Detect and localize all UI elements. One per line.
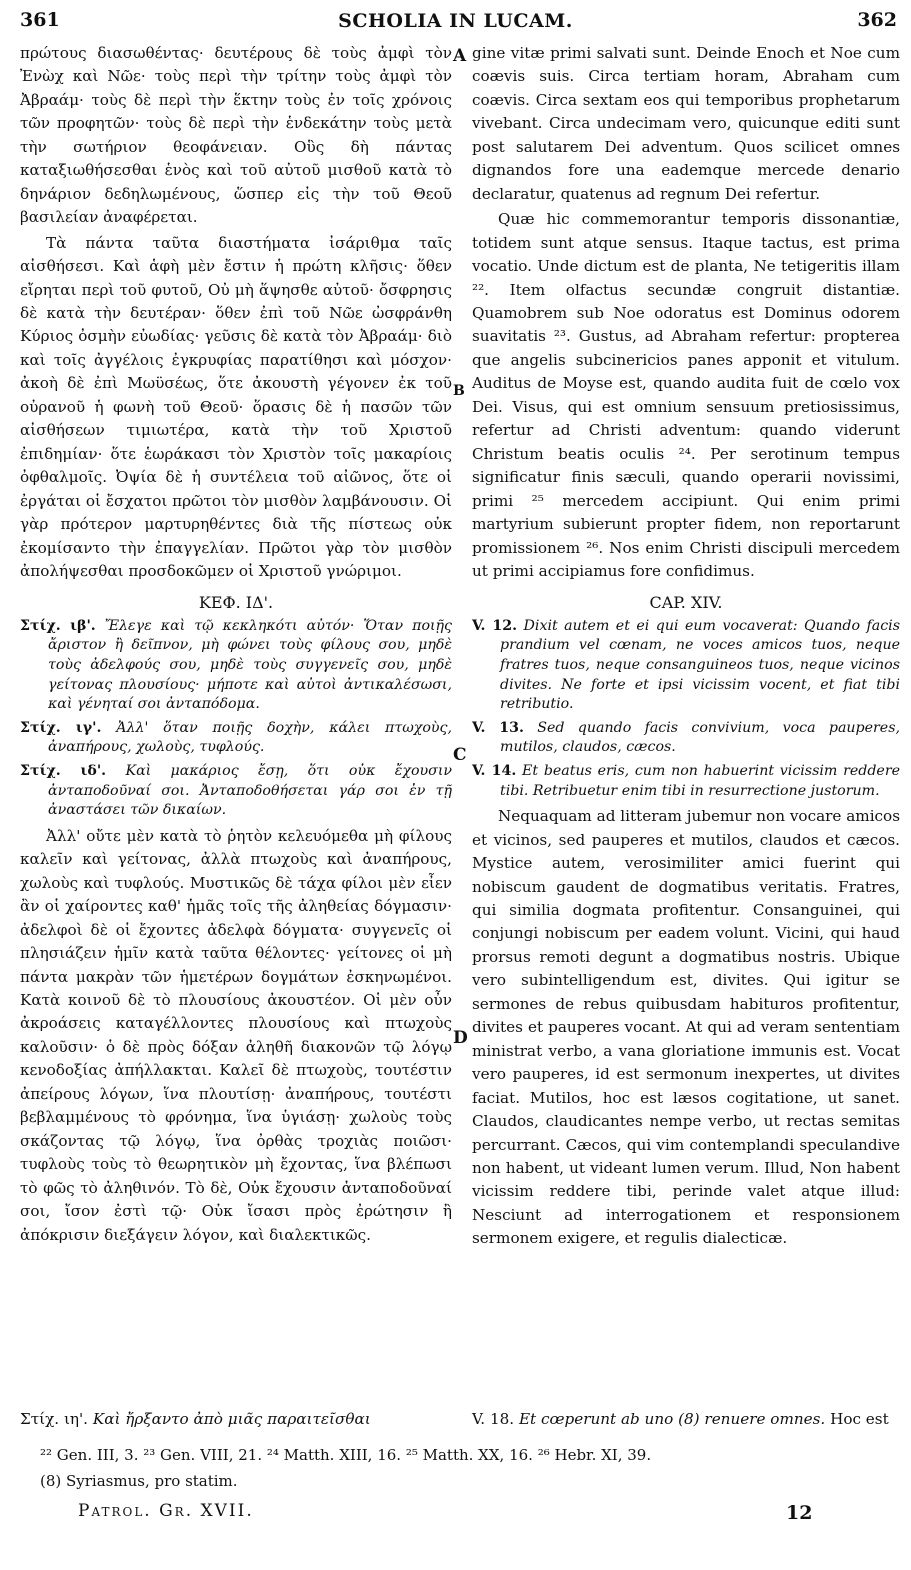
left-page-number: 361	[20, 9, 60, 31]
latin-paragraph-2: Quæ hic commemorantur temporis dissonantiæ, totidem sunt atque sensus. Itaque tactus, est prima vocatio. Unde dictum est de planta, Ne tetigeritis illam ²². Item olfactus secundæ congruit distantiæ. Quamobrem sub Noe odoratus est Dominus odorem suavitatis ²³. Gustus, ad Abraham refertur: propterea que angelis subcinericios panes apponit et vitulum. Auditus de Moyse est, quando audita fuit de cœlo vox Dei. Visus, qui est omnium sensuum pretiosissimus, refertur ad Christi adventum: quando viderunt Christum beatis oculis ²⁴. Per serotinum tempus significatur finis sæculi, quando operarii novissimi, primi ²⁵ mercedem accipiunt. Qui enim primi martyrium subierunt propter fidem, non reportarunt promissionem ²⁶. Nos enim Christi discipuli mercedem ut primi accipiamus fore confidimus.	[472, 210, 900, 580]
latin-verse-14-text: Et beatus eris, cum non habuerint vicissim reddere tibi. Retribuetur enim tibi in resurrectione justorum.	[500, 763, 900, 799]
margin-marker-d: D	[453, 1028, 468, 1048]
greek-verse-13	[20, 719, 452, 758]
margin-marker-c: C	[453, 745, 467, 765]
greek-paragraph-2: Τὰ πάντα ταῦτα διαστήματα ἰσάριθμα ταῖς αἰσθήσεσι. Καὶ ἁφὴ μὲν ἔστιν ἡ πρώτη κλῆσις· ὅθεν εἴρηται περὶ τοῦ φυτοῦ, Οὐ μὴ ἅψησθε αὐτοῦ· ὄσφρησις δὲ κατὰ τὴν δευτέραν· ὅθεν ἐπὶ τοῦ Νῶε ὠσφράνθη Κύριος ὀσμὴν εὐωδίας· γεῦσις δὲ κατὰ τὸν Ἀβραάμ· διὸ καὶ τοῖς ἀγγέλοις ἐγκρυφίας παρατίθησι καὶ μόσχον· ἀκοὴ δὲ ἐπὶ Μωϋσέως, ὅτε ἀκουστὴ γέγονεν ἐκ τοῦ οὐρανοῦ ἡ φωνὴ τοῦ Θεοῦ· ὅρασις δὲ ἡ πασῶν τῶν αἰσθήσεων τιμιωτέρα, κατὰ τὴν τοῦ Χριστοῦ ἐπιδημίαν· ὅτε ἑωράκασι τὸν Χριστὸν τοῖς μακαρίοις ὀφθαλμοῖς. Ὀψία δὲ ἡ συντέλεια τοῦ αἰῶνος, ὅτε οἱ ἐργάται οἱ ἔσχατοι πρῶτοι τὸν μισθὸν λαμβάνουσιν. Οἱ γὰρ πρότερον μαρτυρηθέντες διὰ τῆς πίστεως οὐκ ἐκομίσαντο τὴν ἐπαγγελίαν. Πρῶτοι γὰρ τὸν μισθὸν ἀπολήψεσθαι προσδοκῶμεν οἱ Χριστοῦ γνώριμοι.	[20, 233, 452, 580]
greek-verse-12	[20, 617, 452, 715]
latin-verse-12-label: V. 12.	[472, 617, 518, 634]
note-8: (8) Syriasmus, pro statim.	[40, 1472, 238, 1490]
greek-verse-12-text: Ἔλεγε καὶ τῷ κεκληκότι αὐτόν· Ὅταν ποιῇς ἄριστον ἢ δεῖπνον, μὴ φώνει τοὺς φίλους σου, μηδὲ τοὺς ἀδελφούς σου, μηδὲ τοὺς συγγενεῖς σου, μηδὲ γείτονας πλουσίους· μήποτε καὶ αὐτοὶ ἀντικαλέσωσι, καὶ γένηταί σοι ἀνταπόδομα.	[48, 617, 452, 713]
greek-verse-18-text: Καὶ ἤρξαντο ἀπὸ μιᾶς παραιτεῖσθαι	[92, 1410, 371, 1428]
latin-verse-12-text: Dixit autem et ei qui eum vocaverat: Quando facis prandium vel cœnam, ne voces amicos tuos, neque fratres tuos, neque consanguineos tuos, neque vicinos divites. Ne forte et ipsi vicissim vocent, et fiat tibi retributio.	[500, 617, 900, 713]
latin-column	[472, 42, 900, 1251]
greek-verse-13-text: Ἀλλ' ὅταν ποιῇς δοχὴν, κάλει πτωχοὺς, ἀναπήρους, χωλοὺς, τυφλούς.	[48, 719, 453, 756]
latin-verse-13-text: Sed quando facis convivium, voca pauperes, mutilos, claudos, cæcos.	[500, 719, 900, 756]
greek-verse-14	[20, 762, 452, 821]
latin-paragraph-3: Nequaquam ad litteram jubemur non vocare amicos et vicinos, sed pauperes et mutilos, claudos et cæcos. Mystice autem, verosimiliter amici fuerint qui nobiscum gaudent de dogmatibus veritatis. Fratres, qui similia dogmata profitentur. Consanguinei, qui conjungi nobiscum per eadem volunt. Vicini, qui haud prorsus remoti degunt a dogmatibus nostris. Ubique vero subintelligendum est, divites. Qui igitur se sermones de rebus quibusdam habituros profitentur, divites et pauperes vocant. At qui ad veram sententiam ministrat verbo, a vana gloriatione immunis est. Vocat vero pauperes, id est sermonum inexpertes, ut divites faciat. Mutilos, hoc est læsos cogitatione, ut sanet. Claudos, claudicantes nempe verbo, ut rectas semitas percurrant. Cæcos, qui vim contemplandi speculandive non habent, ut videant lumen verum. Illud, Non habent vicissim reddere tibi, perinde valet atque illud: Nesciunt ad interrogationem et responsionem sermonem exigere, et regulis dialecticæ.	[472, 807, 900, 1248]
page-header	[0, 0, 911, 40]
running-title: SCHOLIA IN LUCAM.	[338, 10, 573, 32]
latin-verse-13	[472, 719, 900, 758]
latin-verse-13-label: V. 13.	[472, 719, 524, 736]
latin-chapter-heading: CAP. XIV.	[649, 593, 723, 613]
footnotes: ²² Gen. III, 3. ²³ Gen. VIII, 21. ²⁴ Matth. XIII, 16. ²⁵ Matth. XX, 16. ²⁶ Hebr. XI, 39.	[40, 1446, 652, 1464]
patrology-volume: Patrol. Gr. XVII.	[78, 1501, 254, 1521]
latin-verse-18-label: V. 18.	[472, 1410, 515, 1428]
greek-verse-12-label: Στίχ. ιβ'.	[20, 617, 96, 634]
latin-verse-12	[472, 617, 900, 715]
margin-marker-b: B	[453, 383, 465, 399]
greek-verse-14-label: Στίχ. ιδ'.	[20, 763, 107, 780]
signature-mark: 12	[786, 1502, 813, 1524]
right-page-number: 362	[857, 9, 897, 31]
latin-verse-18	[472, 1408, 900, 1430]
latin-paragraph-1: gine vitæ primi salvati sunt. Deinde Enoch et Noe cum coævis suis. Circa tertiam horam, Abraham cum coævis. Circa sextam eos qui temporibus prophetarum vivebant. Circa undecimam vero, quicunque editi sunt post salutarem Dei adventum. Quos scilicet omnes dignandos fore una eademque mercede denario declaratur, quatenus ad regnum Dei refertur.	[472, 44, 900, 203]
greek-column	[20, 42, 452, 1247]
latin-verse-18-tail: Hoc est	[830, 1410, 889, 1428]
latin-verse-14	[472, 762, 900, 801]
greek-verse-18-label: Στίχ. ιη'.	[20, 1410, 89, 1428]
greek-chapter-heading: ΚΕΦ. ΙΔ'.	[198, 593, 274, 613]
greek-paragraph-3: Ἀλλ' οὔτε μὲν κατὰ τὸ ῥητὸν κελευόμεθα μὴ φίλους καλεῖν καὶ γείτονας, ἀλλὰ πτωχοὺς καὶ ἀναπήρους, χωλοὺς καὶ τυφλούς. Μυστικῶς δὲ τάχα φίλοι μὲν εἶεν ἂν οἱ χαίροντες καθ' ἡμᾶς τοῖς τῆς ἀληθείας δόγμασιν· ἀδελφοὶ δὲ οἱ ἔχοντες ἀδελφὰ δόγματα· συγγενεῖς οἱ πλησιάζειν ἡμῖν κατὰ ταῦτα θέλοντες· γείτονες οἱ μὴ πάντα μακρὰν τῶν ἡμετέρων δογμάτων ἐσκηνωμένοι. Κατὰ κοινοῦ δὲ τὸ πλουσίους ἀκουστέον. Οἱ μὲν οὖν ἀκροάσεις καταγέλλοντες πλουσίους καὶ πτωχοὺς καλοῦσιν· ὁ δὲ πρὸς δόξαν ἀληθῆ διακονῶν τῷ λόγῳ κενοδοξίας ἀπήλλακται. Καλεῖ δὲ πτωχοὺς, τουτέστιν ἀπείρους λόγων, ἵνα πλουτίσῃ· ἀναπήρους, τουτέστι βεβλαμμένους τὸ φρόνημα, ἵνα ὑγιάσῃ· χωλοὺς τοὺς σκάζοντας τῷ λόγῳ, ἵνα ὀρθὰς τροχιὰς ποιῶσι· τυφλοὺς τοὺς τὸ θεωρητικὸν μὴ ἔχοντας, ἵνα βλέπωσι τὸ φῶς τὸ ἀληθινόν. Τὸ δὲ, Οὐκ ἔχουσιν ἀνταποδοῦναί σοι, ἴσον ἐστὶ τῷ· Οὐκ ἴσασι πρὸς ἐρώτησιν ἢ ἀπόκρισιν διεξάγειν λόγον, καὶ διαλεκτικῶς.	[20, 826, 452, 1244]
greek-verse-18	[20, 1408, 452, 1430]
greek-verse-13-label: Στίχ. ιγ'.	[20, 719, 102, 736]
greek-verse-14-text: Καὶ μακάριος ἔσῃ, ὅτι οὐκ ἔχουσιν ἀνταποδοῦναί σοι. Ἀνταποδοθήσεται γάρ σοι ἐν τῇ ἀναστάσει τῶν δικαίων.	[48, 763, 453, 819]
latin-verse-18-text: Et cœperunt ab uno (8) renuere omnes.	[518, 1410, 826, 1428]
greek-paragraph-1: πρώτους διασωθέντας· δευτέρους δὲ τοὺς ἀμφὶ τὸν Ἐνὼχ καὶ Νῶε· τοὺς περὶ τὴν τρίτην τοὺς ἀμφὶ τὸν Ἀβραάμ· τοὺς δὲ περὶ τὴν ἕκτην τοὺς ἐν τοῖς χρόνοις τῶν προφητῶν· τοὺς δὲ περὶ τὴν ἑνδεκάτην τοὺς μετὰ τὴν σωτήριον θεοφάνειαν. Οὓς δὴ πάντας καταξιωθήσεσθαι ἑνὸς καὶ τοῦ αὐτοῦ μισθοῦ κατὰ τὸ δηνάριον δεδηλωμένους, ὥσπερ εἰς τὴν τοῦ Θεοῦ βασιλείαν ἀναφέρεται.	[20, 44, 452, 227]
latin-verse-14-label: V. 14.	[472, 763, 517, 780]
margin-marker-a: A	[453, 46, 467, 66]
